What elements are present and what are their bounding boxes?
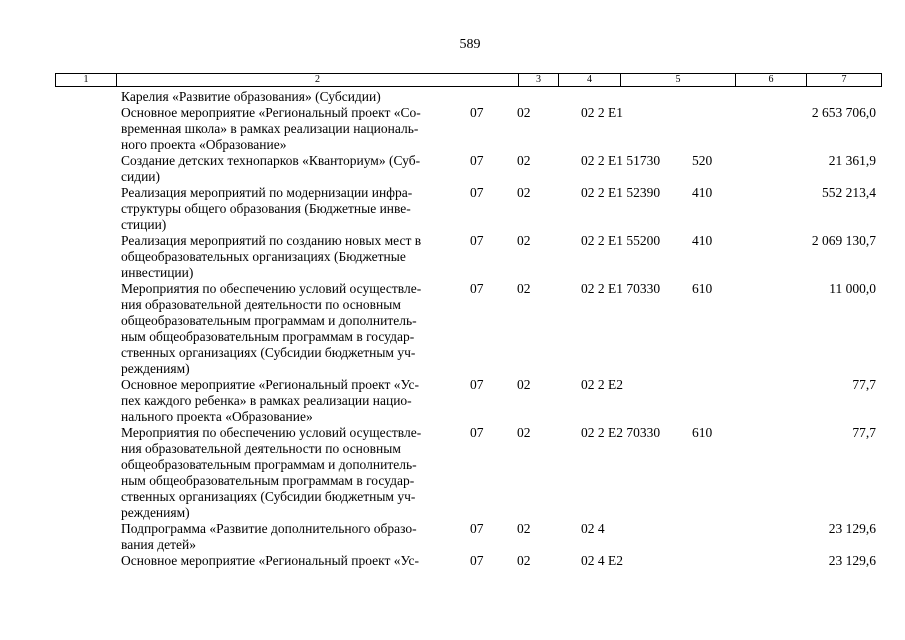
page-number: 589 — [459, 37, 481, 52]
header-col-2: 2 — [117, 74, 519, 86]
amount: 11 000,0 — [829, 281, 876, 296]
subsection-code: 02 — [517, 153, 531, 168]
target-article-code: 02 2 E1 55200 — [581, 233, 661, 248]
amount: 77,7 — [852, 425, 876, 440]
section-code: 07 — [470, 105, 484, 120]
table-rows — [0, 105, 905, 569]
header-col-6: 6 — [736, 74, 807, 86]
target-article-code: 02 2 E1 — [581, 105, 623, 120]
header-col-1: 1 — [56, 74, 117, 86]
expense-type-code: 610 — [692, 425, 713, 440]
row-description: Создание детских технопарков «Кванториум» (Суб- сидии) — [121, 153, 421, 184]
section-code: 07 — [470, 425, 484, 440]
subsection-code: 02 — [517, 281, 531, 296]
row-description: Подпрограмма «Развитие дополнительного образо- вания детей» — [121, 521, 417, 552]
amount: 2 069 130,7 — [811, 233, 876, 248]
row-description: Основное мероприятие «Региональный проект «Со- временная школа» в рамках реализации националь- ного проекта «Образование» — [121, 105, 421, 152]
amount: 77,7 — [852, 377, 876, 392]
row-description: Реализация мероприятий по созданию новых мест в общеобразовательных организациях (Бюджетные инвестиции) — [121, 233, 422, 280]
target-article-code: 02 2 E1 51730 — [581, 153, 661, 168]
subsection-code: 02 — [517, 233, 531, 248]
row-description: Основное мероприятие «Региональный проект «Ус- пех каждого ребенка» в рамках реализации нацио- нального проекта «Образование» — [121, 377, 419, 424]
row-description: Мероприятия по обеспечению условий осуществле- ния образовательной деятельности по основным общеобразовательным программам и дополнитель- ным общеобразовательным программам в государ- ственных организациях (Субсидии бюджетным уч- реждениям) — [121, 281, 422, 376]
table-row — [0, 425, 905, 521]
table-row — [0, 281, 905, 377]
header-col-4: 4 — [559, 74, 621, 86]
subsection-code: 02 — [517, 425, 531, 440]
target-article-code: 02 2 E1 52390 — [581, 185, 661, 200]
section-code: 07 — [470, 185, 484, 200]
table-row — [0, 185, 905, 233]
amount: 23 129,6 — [828, 553, 876, 568]
section-code: 07 — [470, 553, 484, 568]
table-row — [0, 105, 905, 153]
row-description: Карелия «Развитие образования» (Субсидии) — [121, 89, 381, 104]
subsection-code: 02 — [517, 185, 531, 200]
continuation-row — [0, 89, 905, 105]
target-article-code: 02 2 E2 70330 — [581, 425, 661, 440]
target-article-code: 02 4 — [581, 521, 605, 536]
expense-type-code: 410 — [692, 185, 713, 200]
subsection-code: 02 — [517, 105, 531, 120]
expense-type-code: 610 — [692, 281, 713, 296]
header-col-5: 5 — [621, 74, 736, 86]
section-code: 07 — [470, 377, 484, 392]
row-description: Основное мероприятие «Региональный проект «Ус- — [121, 553, 419, 568]
table-header — [55, 73, 882, 87]
target-article-code: 02 4 E2 — [581, 553, 623, 568]
target-article-code: 02 2 E2 — [581, 377, 623, 392]
section-code: 07 — [470, 233, 484, 248]
amount: 2 653 706,0 — [811, 105, 876, 120]
subsection-code: 02 — [517, 553, 531, 568]
amount: 552 213,4 — [822, 185, 876, 200]
expense-type-code: 520 — [692, 153, 713, 168]
table-row — [0, 377, 905, 425]
amount: 21 361,9 — [828, 153, 876, 168]
section-code: 07 — [470, 153, 484, 168]
expense-type-code: 410 — [692, 233, 713, 248]
table-row — [0, 233, 905, 281]
section-code: 07 — [470, 521, 484, 536]
subsection-code: 02 — [517, 521, 531, 536]
subsection-code: 02 — [517, 377, 531, 392]
amount: 23 129,6 — [828, 521, 876, 536]
section-code: 07 — [470, 281, 484, 296]
header-col-3: 3 — [519, 74, 559, 86]
table-body — [0, 89, 905, 569]
target-article-code: 02 2 E1 70330 — [581, 281, 661, 296]
header-col-7: 7 — [841, 74, 847, 85]
row-description: Мероприятия по обеспечению условий осуществле- ния образовательной деятельности по основным общеобразовательным программам и дополнитель- ным общеобразовательным программам в государ- ственных организациях (Субсидии бюджетным уч- реждениям) — [121, 425, 422, 520]
table-row — [0, 153, 905, 185]
row-description: Реализация мероприятий по модернизации инфра- структуры общего образования (Бюджетные инве- стиции) — [121, 185, 413, 232]
table-row — [0, 521, 905, 553]
table-row — [0, 553, 905, 569]
